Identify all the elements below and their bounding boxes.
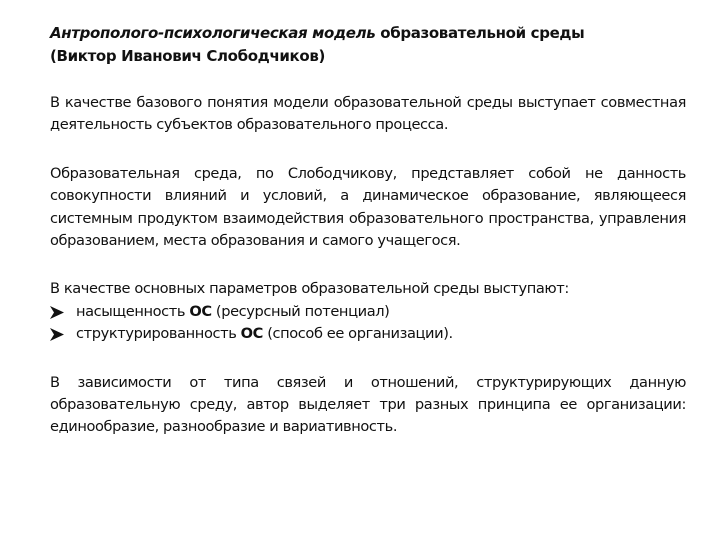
list-item-note: (способ ее организации). bbox=[262, 325, 453, 343]
paragraph-principles: В зависимости от типа связей и отношений, структурирующих данную образовательную среду, автор выделяет три разных принципа ее организации: единообразие, разнообразие и вариативность. bbox=[50, 373, 686, 436]
list-item-note: (ресурсный потенциал) bbox=[211, 302, 390, 320]
list-item bbox=[50, 323, 686, 345]
title-italic-part: Антрополого-психологическая модель bbox=[50, 24, 376, 42]
list-item-text: структурированность bbox=[76, 325, 241, 343]
parameters-list bbox=[50, 301, 686, 346]
title-author: (Виктор Иванович Слободчиков) bbox=[50, 47, 325, 65]
list-item-text: насыщенность bbox=[76, 302, 190, 320]
list-item-bold: ОС bbox=[240, 325, 263, 343]
paragraph-parameters-intro: В качестве основных параметров образовательной среды выступают: bbox=[50, 280, 569, 298]
list-item bbox=[50, 301, 686, 323]
list-item-bold: ОС bbox=[189, 302, 212, 320]
slide-content bbox=[50, 22, 686, 439]
arrow-bullet-icon bbox=[50, 328, 64, 341]
arrow-bullet-icon bbox=[50, 306, 64, 319]
title-rest: образовательной среды bbox=[375, 24, 585, 42]
paragraph-base-concept: В качестве базового понятия модели образовательной среды выступает совместная деятельность субъектов образовательного процесса. bbox=[50, 94, 686, 134]
paragraph-definition: Образовательная среда, по Слободчикову, представляет собой не данность совокупности влияний и условий, а динамическое образование, являющееся системным продуктом взаимодействия образовательного пространства, управления образованием, места образования и самого учащегося. bbox=[50, 164, 686, 250]
slide-title bbox=[50, 22, 686, 68]
